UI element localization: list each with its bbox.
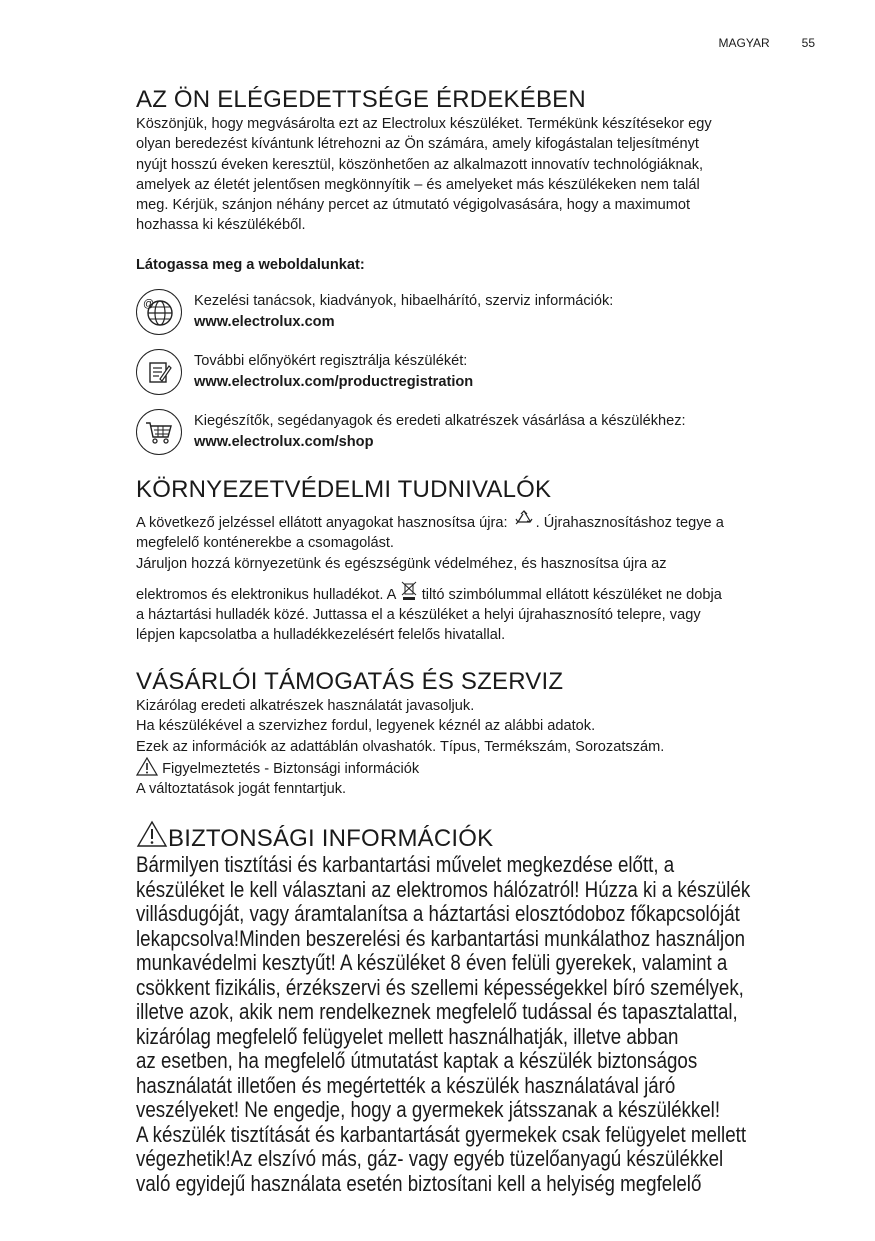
warning-line (136, 757, 816, 779)
section-title-environment: KÖRNYEZETVÉDELMI TUDNIVALÓK (136, 476, 552, 503)
text-line: a háztartási hulladék közé. Juttassa el a készüléket a helyi újrahasznosító telepre, vagy (136, 607, 701, 624)
link-url-shop[interactable]: www.electrolux.com/shop (194, 434, 374, 450)
text-line: Ha készülékével a szervizhez fordul, legyenek kéznél az alábbi adatok. (136, 718, 596, 735)
language-label: MAGYAR (718, 36, 770, 50)
crossed-bin-icon (400, 580, 418, 602)
svg-text:@: @ (143, 298, 155, 310)
link-url-support[interactable]: www.electrolux.com (194, 314, 335, 330)
text-line: megfelelő konténerekbe a csomagolást. (136, 535, 394, 552)
text-line: lépjen kapcsolatba a hulladékkezelésért felelős hivatallal. (136, 627, 506, 644)
recycle-icon (512, 510, 536, 530)
section-title-satisfaction: AZ ÖN ELÉGEDETTSÉGE ÉRDEKÉBEN (136, 86, 586, 113)
text-fragment: . Újrahasznosításhoz tegye a (535, 515, 724, 531)
text-line: veszélyeket! Ne engedje, hogy a gyermekek játsszanak a készülékkel! (136, 1097, 721, 1122)
link-row-shop (136, 404, 816, 460)
text-line: Köszönjük, hogy megvásárolta ezt az Electrolux készüléket. Termékünk készítésekor egy (136, 116, 712, 132)
warning-icon (136, 757, 158, 776)
text-line: Bármilyen tisztítási és karbantartási művelet megkezdése előtt, a (136, 852, 675, 877)
text-line: nyújt hosszú éveken keresztül, köszönhetően az alkalmazott innovatív technológiáknak, (136, 156, 704, 173)
text-line: meg. Kérjük, szánjon néhány percet az útmutató végigolvasására, hogy a maximumot (136, 197, 691, 214)
text-line: illetve azok, akik nem rendelkeznek megfelelő tudással és tapasztalattal, (136, 999, 738, 1024)
text-line: amelyek az életét jelentősen megkönnyítik – és amelyeket más készülékeken nem talál (136, 176, 700, 193)
section-safety (136, 820, 836, 1196)
text-line: való egyidejű használata esetén biztosítani kell a helyiség megfelelő (136, 1170, 702, 1196)
section-title-support: VÁSÁRLÓI TÁMOGATÁS ÉS SZERVIZ (136, 668, 564, 695)
text-line: Ezek az információk az adattáblán olvashatók. Típus, Termékszám, Sorozatszám. (136, 738, 665, 755)
text-line: végezhetik!Az elszívó más, gáz- vagy egyéb tüzelőanyagú készülékkel (136, 1146, 724, 1171)
link-description: Kezelési tanácsok, kiadványok, hibaelhárító, szerviz információk: (194, 293, 614, 309)
text-line: Járuljon hozzá környezetünk és egészségünk védelméhez, és hasznosítsa újra az (136, 555, 667, 572)
text-line: készüléket le kell választani az elektromos hálózatról! Húzza ki a készülék (136, 876, 751, 902)
text-line: A változtatások jogát fenntartjuk. (136, 781, 347, 798)
text-line: lekapcsolva!Minden beszerelési és karbantartási munkálathoz használjon (136, 925, 746, 951)
text-fragment: elektromos és elektronikus hulladékot. A (136, 586, 396, 603)
text-line: Kizárólag eredeti alkatrészek használatát javasoljuk. (136, 698, 475, 714)
text-line: hozhassa ki készülékéből. (136, 217, 306, 234)
text-line: munkavédelmi kesztyűt! A készüléket 8 éven felüli gyerekek, valamint a (136, 950, 728, 975)
text-line: kizárólag megfelelő felügyelet mellett használhatják, illetve abban (136, 1023, 679, 1049)
website-links (136, 284, 816, 460)
section-title-safety (136, 820, 836, 853)
text-line: csökkent fizikális, érzékszervi és szellemi képességekkel bíró személyek, (136, 974, 744, 1000)
warning-icon (136, 820, 168, 848)
text-line: A készülék tisztítását és karbantartását gyermekek csak felügyelet mellett (136, 1121, 747, 1147)
link-row-registration (136, 344, 816, 400)
text-line: villásdugóját, vagy áramtalanítsa a háztartási elosztódoboz főkapcsolóját (136, 901, 740, 926)
text-line: használatát illetően és megértették a készülék használatával járó (136, 1072, 676, 1098)
text-fragment: tiltó szimbólummal ellátott készüléket ne dobja (421, 586, 722, 603)
section-support (136, 668, 816, 799)
section-satisfaction (136, 86, 816, 275)
link-url-registration[interactable]: www.electrolux.com/productregistration (194, 374, 474, 390)
safety-title-text: BIZTONSÁGI INFORMÁCIÓK (168, 825, 494, 852)
section-environment (136, 476, 816, 646)
text-line (136, 580, 816, 605)
safety-paragraph (136, 853, 825, 1196)
page-header (719, 36, 815, 50)
warning-text: Figyelmeztetés - Biztonsági információk (162, 760, 420, 777)
cart-icon (136, 409, 182, 455)
text-line (136, 510, 816, 533)
link-row-support (136, 284, 816, 340)
link-description: Kiegészítők, segédanyagok és eredeti alkatrészek vásárlása a készülékhez: (194, 413, 686, 429)
visit-label: Látogassa meg a weboldalunkat: (136, 256, 365, 273)
link-description: További előnyökért regisztrálja készülékét: (194, 353, 468, 369)
text-line: olyan beredezést kívántunk létrehozni az Ön számára, amely kifogástalan teljesítményt (136, 136, 699, 153)
text-fragment: A következő jelzéssel ellátott anyagokat hasznosítsa újra: (136, 515, 508, 531)
page-number: 55 (801, 36, 815, 50)
register-icon (136, 349, 182, 395)
globe-icon (136, 289, 182, 335)
text-line: az esetben, ha megfelelő útmutatást kaptak a készülék biztonságos (136, 1048, 698, 1073)
intro-paragraph (136, 114, 816, 236)
